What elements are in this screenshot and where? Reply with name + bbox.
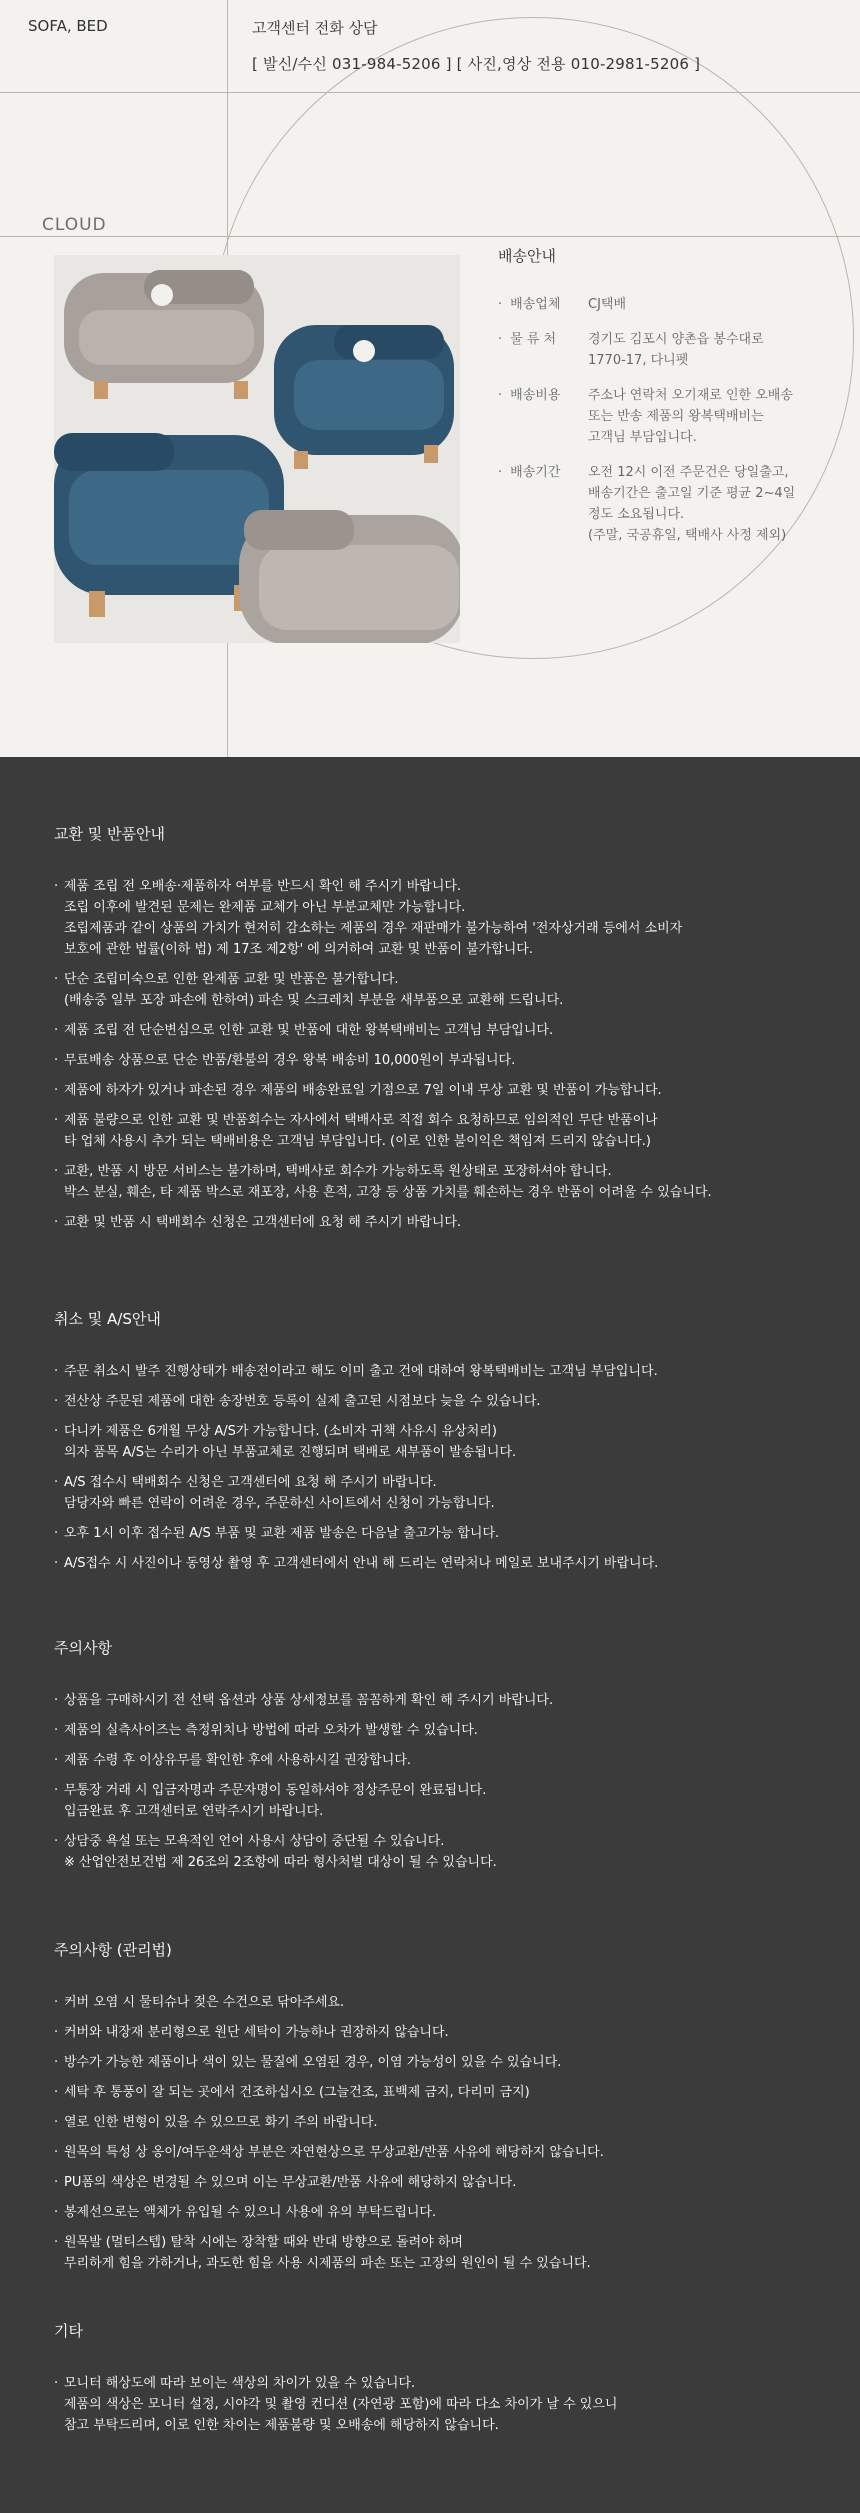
item-line: · 다니카 제품은 6개월 무상 A/S가 가능합니다. (소비자 귀책 사유시 유상처리) [64, 1424, 497, 1439]
list-item [54, 1391, 834, 1412]
list-item [54, 2202, 834, 2223]
shipping-value-line: CJ택배 [588, 297, 627, 312]
shipping-key: · 배송비용 [498, 385, 588, 448]
item-line: · 주문 취소시 발주 진행상태가 배송전이라고 해도 이미 출고 건에 대하여 왕복택배비는 고객님 부담입니다. [64, 1364, 658, 1379]
notice-list [54, 2373, 834, 2436]
shipping-row [498, 294, 838, 315]
notice-list [54, 1992, 834, 2274]
item-line: 무리하게 힘을 가하거나, 과도한 힘을 사용 시제품의 파손 또는 고장의 원인이 될 수 있습니다. [64, 2256, 591, 2271]
shipping-value-line: 배송기간은 출고일 기준 평균 2~4일 [588, 486, 796, 501]
list-item [54, 1720, 834, 1741]
item-line: · 오후 1시 이후 접수된 A/S 부품 및 교환 제품 발송은 다음날 출고가능 합니다. [64, 1526, 500, 1541]
product-photo [54, 255, 460, 643]
list-item [54, 1212, 834, 1233]
item-line: 조립제품과 같이 상품의 가치가 현저히 감소하는 제품의 경우 재판매가 불가능하여 '전자상거래 등에서 소비자 [64, 921, 683, 936]
shipping-row [498, 385, 838, 448]
list-item [54, 2052, 834, 2073]
list-item [54, 1161, 834, 1203]
item-line: · 제품의 실측사이즈는 측정위치나 방법에 따라 오차가 발생할 수 있습니다. [64, 1723, 478, 1738]
item-line: · 커버 오염 시 물티슈나 젖은 수건으로 닦아주세요. [64, 1995, 345, 2010]
section-title: 주의사항 (관리법) [54, 1941, 172, 1959]
item-line: · PU폼의 색상은 변경될 수 있으며 이는 무상교환/반품 사유에 해당하지 않습니다. [64, 2175, 517, 2190]
list-item [54, 1080, 834, 1101]
item-line: 조립 이후에 발견된 문제는 완제품 교체가 아닌 부분교체만 가능합니다. [64, 900, 466, 915]
list-item [54, 1050, 834, 1071]
shipping-value-line: (주말, 국공휴일, 택배사 사정 제외) [588, 528, 787, 543]
shipping-key: · 물 류 처 [498, 329, 588, 371]
item-line: · 전산상 주문된 제품에 대한 송장번호 등록이 실제 출고된 시점보다 늦을 수 있습니다. [64, 1394, 541, 1409]
header-area [0, 0, 860, 757]
notice-section [54, 1939, 834, 2283]
cs-title: 고객센터 전화 상담 [252, 19, 378, 37]
notice-list [54, 1361, 834, 1574]
shipping-value [588, 329, 838, 371]
list-item [54, 1750, 834, 1771]
list-item [54, 1780, 834, 1822]
item-line: · 무통장 거래 시 입금자명과 주문자명이 동일하셔야 정상주문이 완료됩니다. [64, 1783, 487, 1798]
notice-section [54, 2320, 834, 2445]
list-item [54, 876, 834, 960]
shipping-value-line: 또는 반송 제품의 왕복택배비는 [588, 409, 764, 424]
list-item [54, 969, 834, 1011]
item-line: · 모니터 해상도에 따라 보이는 색상의 차이가 있을 수 있습니다. [64, 2376, 416, 2391]
list-item [54, 2232, 834, 2274]
list-item [54, 1992, 834, 2013]
list-item [54, 1690, 834, 1711]
item-line: 입금완료 후 고객센터로 연락주시기 바랍니다. [64, 1804, 324, 1819]
list-item [54, 1523, 834, 1544]
item-line: 타 업체 사용시 추가 되는 택배비용은 고객님 부담입니다. (이로 인한 불이익은 책임져 드리지 않습니다.) [64, 1134, 652, 1149]
item-line: · 단순 조립미숙으로 인한 완제품 교환 및 반품은 불가합니다. [64, 972, 399, 987]
collection-name: CLOUD [42, 215, 107, 235]
list-item [54, 1361, 834, 1382]
item-line: · 무료배송 상품으로 단순 반품/환불의 경우 왕복 배송비 10,000원이 부과됩니다. [64, 1053, 516, 1068]
shipping-key: · 배송업체 [498, 294, 588, 315]
shipping-key: · 배송기간 [498, 462, 588, 546]
item-line: 보호에 관한 법률(이하 법) 제 17조 제2항' 에 의거하여 교환 및 반품이 불가합니다. [64, 942, 533, 957]
item-line: ※ 산업안전보건법 제 26조의 2조항에 따라 형사처벌 대상이 될 수 있습니다. [64, 1855, 497, 1870]
shipping-value-line: 주소나 연락처 오기재로 인한 오배송 [588, 388, 793, 403]
list-item [54, 1472, 834, 1514]
item-line: 박스 분실, 훼손, 타 제품 박스로 재포장, 사용 흔적, 고장 등 상품 가치를 훼손하는 경우 반품이 어려울 수 있습니다. [64, 1185, 712, 1200]
list-item [54, 1831, 834, 1873]
shipping-info [498, 245, 838, 560]
shipping-row [498, 462, 838, 546]
item-line: · A/S 접수시 택배회수 신청은 고객센터에 요청 해 주시기 바랍니다. [64, 1475, 437, 1490]
item-line: 제품의 색상은 모니터 설정, 시야각 및 촬영 컨디션 (자연광 포함)에 따라 다소 차이가 날 수 있으니 [64, 2397, 618, 2412]
section-title: 주의사항 [54, 1639, 112, 1657]
item-line: · A/S접수 시 사진이나 동영상 촬영 후 고객센터에서 안내 해 드리는 연락처나 메일로 보내주시기 바랍니다. [64, 1556, 659, 1571]
item-line: · 교환, 반품 시 방문 서비스는 불가하며, 택배사로 회수가 가능하도록 원상태로 포장하셔야 합니다. [64, 1164, 612, 1179]
notice-section [54, 823, 834, 1242]
shipping-value-line: 고객님 부담입니다. [588, 430, 697, 445]
item-line: · 제품 조립 전 단순변심으로 인한 교환 및 반품에 대한 왕복택배비는 고객님 부담입니다. [64, 1023, 554, 1038]
list-item [54, 1020, 834, 1041]
item-line: · 제품 수령 후 이상유무를 확인한 후에 사용하시길 권장합니다. [64, 1753, 412, 1768]
item-line: · 방수가 가능한 제품이나 색이 있는 물질에 오염된 경우, 이염 가능성이 있을 수 있습니다. [64, 2055, 562, 2070]
list-item [54, 1110, 834, 1152]
shipping-value-line: 정도 소요됩니다. [588, 507, 685, 522]
shipping-value [588, 294, 838, 315]
item-line: · 상품을 구매하시기 전 선택 옵션과 상품 상세정보를 꼼꼼하게 확인 해 주시기 바랍니다. [64, 1693, 554, 1708]
shipping-value-line: 경기도 김포시 양촌읍 봉수대로 [588, 332, 764, 347]
shipping-title: 배송안내 [498, 247, 556, 265]
list-item [54, 2373, 834, 2436]
shipping-row [498, 329, 838, 371]
notice-section [54, 1637, 834, 1882]
item-line: 참고 부탁드리며, 이로 인한 차이는 제품불량 및 오배송에 해당하지 않습니다. [64, 2418, 499, 2433]
shipping-value-line: 오전 12시 이전 주문건은 당일출고, [588, 465, 789, 480]
item-line: · 제품 불량으로 인한 교환 및 반품회수는 자사에서 택배사로 직접 회수 요청하므로 임의적인 무단 반품이나 [64, 1113, 658, 1128]
item-line: · 원목의 특성 상 옹이/여두운색상 부분은 자연현상으로 무상교환/반품 사유에 해당하지 않습니다. [64, 2145, 604, 2160]
brand-label: SOFA, BED [28, 17, 108, 35]
item-line: · 제품에 하자가 있거나 파손된 경우 제품의 배송완료일 기점으로 7일 이내 무상 교환 및 반품이 가능합니다. [64, 1083, 662, 1098]
list-item [54, 2112, 834, 2133]
item-line: · 세탁 후 통풍이 잘 되는 곳에서 건조하십시오 (그늘건조, 표백제 금지, 다리미 금지) [64, 2085, 530, 2100]
list-item [54, 1421, 834, 1463]
list-item [54, 2172, 834, 2193]
notice-area [0, 757, 860, 2513]
cs-phone: [ 발신/수신 031-984-5206 ] [ 사진,영상 전용 010-2981-5206 ] [252, 55, 701, 73]
item-line: · 제품 조립 전 오배송·제품하자 여부를 반드시 확인 해 주시기 바랍니다. [64, 879, 462, 894]
item-line: 의자 품목 A/S는 수리가 아닌 부품교체로 진행되며 택배로 새부품이 발송됩니다. [64, 1445, 517, 1460]
item-line: · 원목발 (멀티스텝) 탈착 시에는 장착할 때와 반대 방향으로 돌려야 하며 [64, 2235, 463, 2250]
list-item [54, 2082, 834, 2103]
item-line: (배송중 일부 포장 파손에 한하여) 파손 및 스크레치 부분을 새부품으로 교환해 드립니다. [64, 993, 564, 1008]
item-line: · 상담중 욕설 또는 모욕적인 언어 사용시 상담이 중단될 수 있습니다. [64, 1834, 445, 1849]
section-title: 교환 및 반품안내 [54, 825, 165, 843]
shipping-value [588, 385, 838, 448]
shipping-value [588, 462, 838, 546]
notice-list [54, 1690, 834, 1873]
shipping-value-line: 1770-17, 다니펫 [588, 353, 689, 368]
section-title: 취소 및 A/S안내 [54, 1310, 161, 1328]
item-line: 담당자와 빠른 연락이 어려운 경우, 주문하신 사이트에서 신청이 가능합니다. [64, 1496, 495, 1511]
item-line: · 교환 및 반품 시 택배회수 신청은 고객센터에 요청 해 주시기 바랍니다. [64, 1215, 462, 1230]
notice-section [54, 1308, 834, 1583]
list-item [54, 1553, 834, 1574]
section-title: 기타 [54, 2322, 83, 2340]
item-line: · 봉제선으로는 액체가 유입될 수 있으니 사용에 유의 부탁드립니다. [64, 2205, 437, 2220]
list-item [54, 2022, 834, 2043]
item-line: · 열로 인한 변형이 있을 수 있으므로 화기 주의 바랍니다. [64, 2115, 378, 2130]
item-line: · 커버와 내장재 분리형으로 원단 세탁이 가능하나 권장하지 않습니다. [64, 2025, 449, 2040]
list-item [54, 2142, 834, 2163]
notice-list [54, 876, 834, 1233]
